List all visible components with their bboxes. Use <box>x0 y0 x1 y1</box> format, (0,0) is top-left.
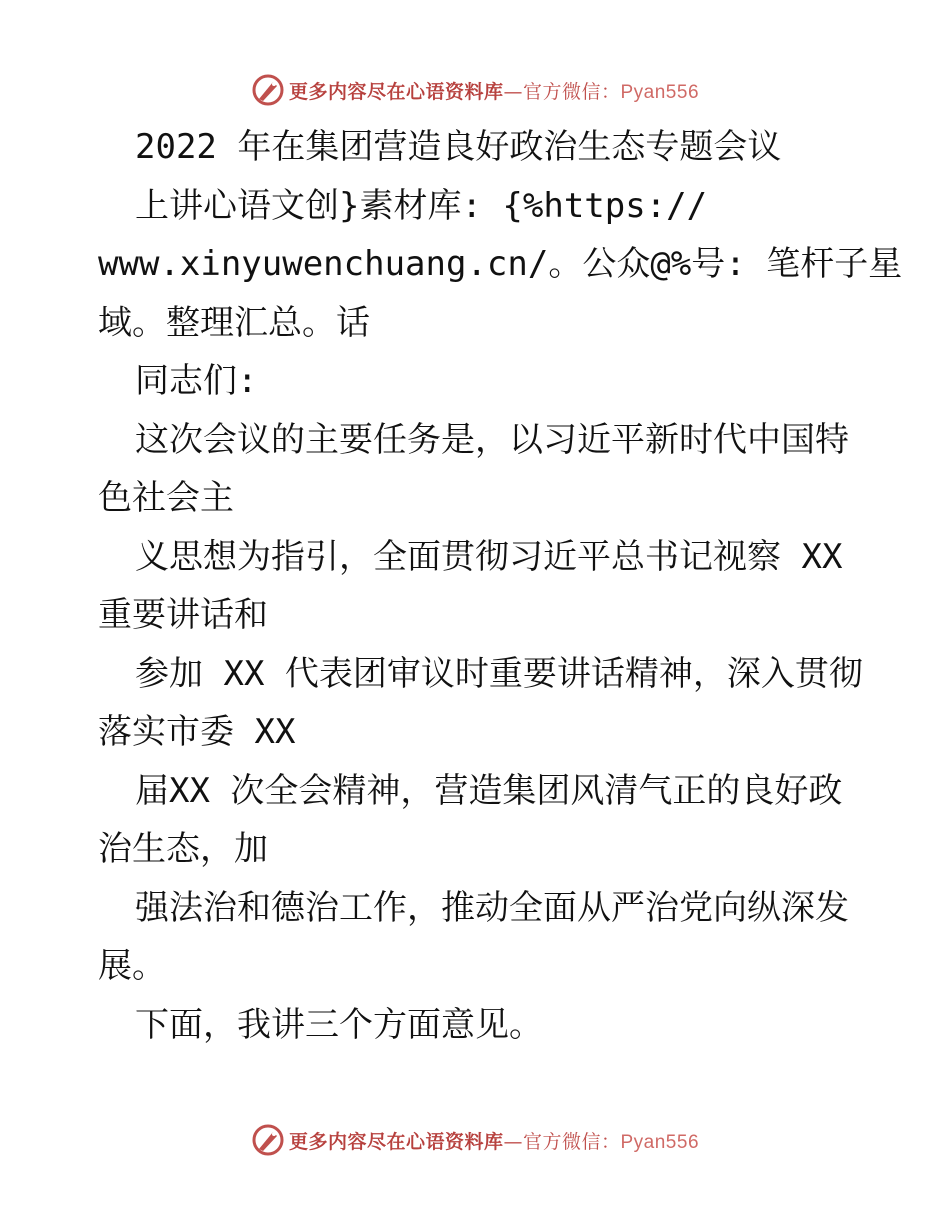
doc-paragraph-line: 下面，我讲三个方面意见。 <box>135 1004 543 1045</box>
doc-title-line-2: 上讲心语文创}素材库: {%https:// <box>135 185 708 226</box>
banner-main-text: 更多内容尽在心语资料库 <box>288 80 504 103</box>
doc-paragraph-line: 落实市委 XX <box>98 712 296 752</box>
doc-paragraph-line: 届XX 次全会精神，营造集团风清气正的良好政 <box>135 770 843 811</box>
doc-paragraph-line: 展。 <box>98 946 166 986</box>
banner-separator: — <box>503 1130 523 1153</box>
banner-contact-text: 官方微信： <box>522 80 621 103</box>
pen-logo-icon <box>251 1123 285 1157</box>
banner-separator: — <box>503 80 523 103</box>
doc-paragraph-line: 治生态，加 <box>98 829 268 869</box>
doc-title-line-4: 域。整理汇总。话 <box>98 302 370 343</box>
banner-main-text: 更多内容尽在心语资料库 <box>288 1130 504 1153</box>
doc-paragraph-line: 参加 XX 代表团审议时重要讲话精神，深入贯彻 <box>135 653 863 694</box>
doc-paragraph-line: 强法治和德治工作，推动全面从严治党向纵深发 <box>135 887 849 928</box>
banner-text <box>289 77 699 104</box>
doc-paragraph-line: 重要讲话和 <box>98 595 268 635</box>
footer-banner <box>0 1120 950 1160</box>
doc-title-line-1: 2022 年在集团营造良好政治生态专题会议 <box>135 127 782 167</box>
banner-handle: Pyan556 <box>620 81 700 103</box>
pen-logo-icon <box>251 73 285 107</box>
doc-title-line-3: www.xinyuwenchuang.cn/。公众@%号: 笔杆子星 <box>98 244 903 284</box>
banner-contact-text: 官方微信： <box>522 1130 621 1153</box>
document-body <box>98 118 903 1054</box>
doc-paragraph-line: 这次会议的主要任务是，以习近平新时代中国特 <box>135 419 849 460</box>
doc-salutation: 同志们: <box>135 361 258 401</box>
banner-text <box>289 1127 699 1154</box>
doc-paragraph-line: 义思想为指引，全面贯彻习近平总书记视察 XX <box>135 536 843 577</box>
banner-handle: Pyan556 <box>620 1131 700 1153</box>
doc-paragraph-line: 色社会主 <box>98 478 234 518</box>
header-banner <box>0 70 950 110</box>
